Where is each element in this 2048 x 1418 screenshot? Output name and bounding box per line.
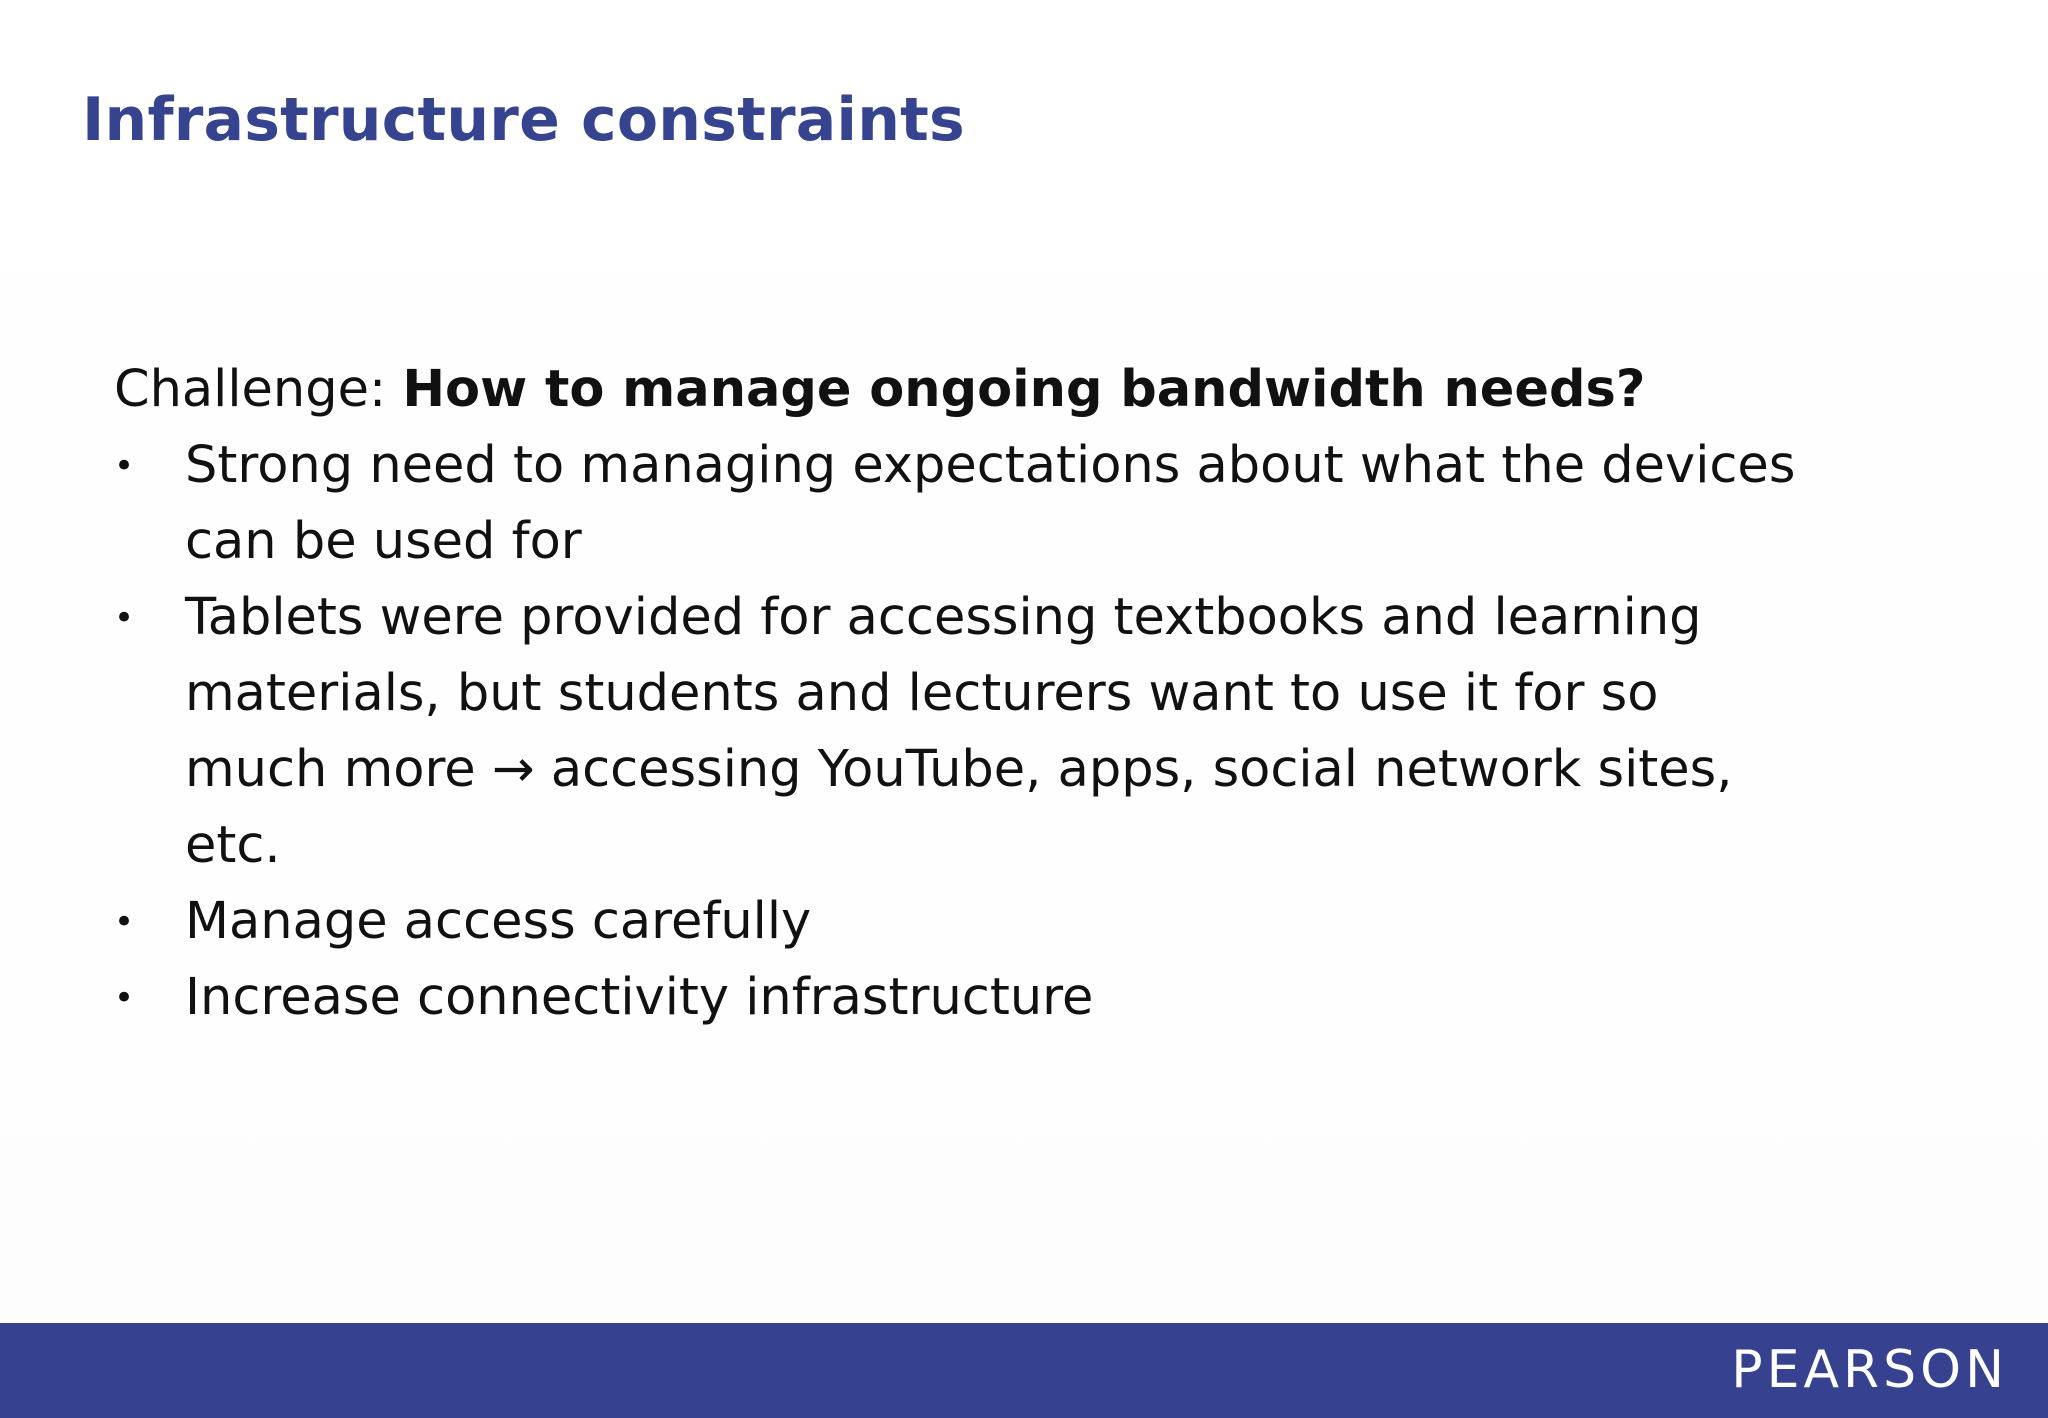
bullet-icon: •	[114, 978, 135, 1018]
slide-title: Infrastructure constraints	[82, 85, 965, 155]
bullet-line: etc.	[185, 816, 281, 875]
bullet-line: Manage access carefully	[185, 892, 812, 951]
bullet-text	[185, 960, 1955, 1036]
bullet-line: much more → accessing YouTube, apps, social network sites,	[185, 740, 1733, 799]
bullet-line: Tablets were provided for accessing textbooks and learning	[185, 588, 1702, 647]
pearson-logo: PEARSON	[1731, 1340, 2008, 1400]
bullet-item	[114, 428, 1955, 580]
challenge-label: Challenge:	[114, 360, 403, 419]
slide-content	[114, 352, 1914, 1036]
bullet-item	[114, 580, 1955, 884]
bullet-text	[185, 580, 1955, 884]
bullet-icon: •	[114, 446, 135, 486]
bullet-item	[114, 960, 1955, 1036]
bullet-line: Increase connectivity infrastructure	[185, 968, 1094, 1027]
bullet-text	[185, 884, 1955, 960]
bullet-line: materials, but students and lecturers want to use it for so	[185, 664, 1659, 723]
bullet-icon: •	[114, 598, 135, 638]
footer-bar	[0, 1323, 2048, 1418]
challenge-line	[114, 352, 1914, 428]
bullet-text	[185, 428, 1955, 580]
bullet-line: Strong need to managing expectations about what the devices	[185, 436, 1796, 495]
bullet-icon: •	[114, 902, 135, 942]
bullet-item	[114, 884, 1955, 960]
bullet-line: can be used for	[185, 512, 582, 571]
bullet-list	[114, 428, 1914, 1036]
challenge-question: How to manage ongoing bandwidth needs?	[402, 360, 1646, 419]
